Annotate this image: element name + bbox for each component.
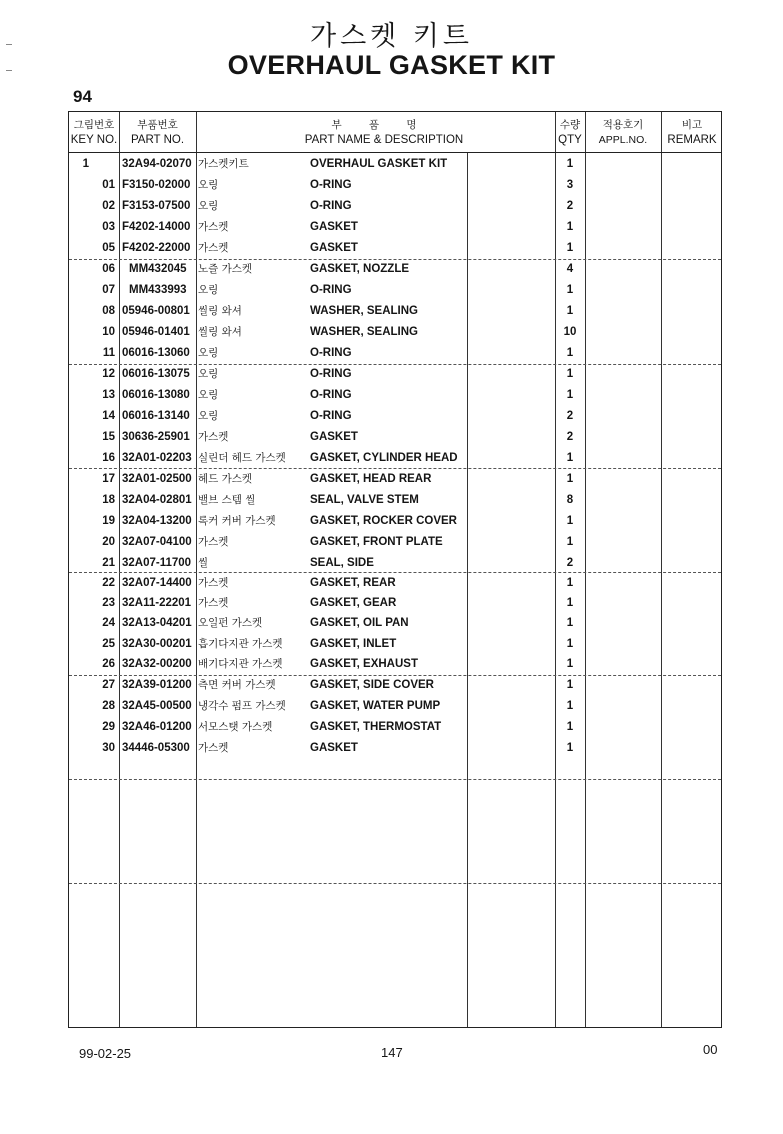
part-no: MM433993 (129, 284, 187, 296)
table-row (69, 654, 721, 674)
description: O-RING (310, 368, 352, 380)
table-row (69, 301, 721, 321)
part-name-ko: 냉각수 펌프 가스켓 (198, 700, 286, 712)
quantity: 1 (566, 742, 574, 754)
part-name-ko: 씰링 와셔 (198, 326, 242, 338)
key-no: 29 (102, 721, 115, 733)
part-name-ko: 오링 (198, 389, 219, 401)
key-no: 12 (102, 368, 115, 380)
part-no: 32A07-14400 (122, 577, 192, 589)
key-no: 07 (102, 284, 115, 296)
description: O-RING (310, 410, 352, 422)
table-row (69, 553, 721, 573)
quantity: 1 (566, 515, 574, 527)
description: SEAL, SIDE (310, 557, 374, 569)
description: GASKET, NOZZLE (310, 263, 410, 275)
quantity: 1 (566, 368, 574, 380)
key-no: 20 (102, 536, 115, 548)
key-no: 30 (102, 742, 115, 754)
quantity: 2 (566, 557, 574, 569)
part-no: 32A30-00201 (122, 638, 192, 650)
key-no: 13 (102, 389, 115, 401)
description: O-RING (310, 200, 352, 212)
description-header: PART NAME & DESCRIPTION (304, 134, 464, 146)
table-row (69, 280, 721, 300)
quantity: 1 (566, 597, 574, 609)
page-title: OVERHAUL GASKET KIT (227, 50, 556, 80)
description: O-RING (310, 179, 352, 191)
quantity: 1 (566, 284, 574, 296)
key-no: 23 (102, 597, 115, 609)
part-no: 06016-13075 (122, 368, 190, 380)
part-name-ko: 배기다지관 가스켓 (198, 658, 283, 670)
part-no: 32A11-22201 (122, 597, 192, 609)
quantity: 8 (566, 494, 574, 506)
parts-table (68, 111, 722, 1028)
part-name-ko: 밸브 스템 씰 (198, 494, 256, 506)
quantity: 2 (566, 431, 574, 443)
table-row (69, 217, 721, 237)
section-number: 94 (73, 87, 92, 106)
quantity: 1 (566, 473, 574, 485)
quantity: 1 (566, 221, 574, 233)
key-no: 01 (102, 179, 115, 191)
part-name-ko: 가스켓 (198, 577, 229, 589)
part-name-ko: 가스켓 (198, 431, 229, 443)
quantity: 1 (566, 700, 574, 712)
table-row (69, 238, 721, 258)
description: GASKET, THERMOSTAT (310, 721, 442, 733)
table-row (69, 490, 721, 510)
quantity: 1 (566, 679, 574, 691)
table-row (69, 175, 721, 195)
key-no: 15 (102, 431, 115, 443)
table-row (69, 717, 721, 737)
quantity: 10 (563, 326, 577, 338)
quantity: 1 (566, 305, 574, 317)
part-name-ko: 가스켓키트 (198, 158, 249, 170)
quantity: 1 (566, 658, 574, 670)
part-name-ko: 오링 (198, 368, 219, 380)
table-row (69, 448, 721, 468)
table-row (69, 573, 721, 593)
table-row (69, 634, 721, 654)
part-name-ko: 서모스탯 가스켓 (198, 721, 273, 733)
part-no: 32A07-04100 (122, 536, 192, 548)
part-no-header-ko: 부품번호 (137, 119, 178, 131)
part-no: 32A13-04201 (122, 617, 192, 629)
part-name-ko: 가스켓 (198, 536, 229, 548)
quantity: 1 (566, 721, 574, 733)
part-name-ko: 씰링 와셔 (198, 305, 242, 317)
part-name-ko: 오링 (198, 200, 219, 212)
key-no: 05 (102, 242, 115, 254)
part-no: 32A01-02203 (122, 452, 192, 464)
key-no: 27 (102, 679, 115, 691)
key-no: 03 (102, 221, 115, 233)
table-row (69, 343, 721, 363)
table-row (69, 322, 721, 342)
table-row (69, 469, 721, 489)
description: O-RING (310, 347, 352, 359)
part-name-ko: 가스켓 (198, 221, 229, 233)
description: GASKET, INLET (310, 638, 397, 650)
key-no: 11 (102, 347, 115, 359)
key-no: 24 (102, 617, 115, 629)
key-no: 17 (102, 473, 115, 485)
part-name-ko: 오링 (198, 284, 219, 296)
part-no: F3150-02000 (122, 179, 191, 191)
part-name-ko: 오링 (198, 347, 219, 359)
description: O-RING (310, 389, 352, 401)
part-no: F4202-14000 (122, 221, 191, 233)
description: GASKET (310, 242, 358, 254)
table-row (69, 511, 721, 531)
part-no-header: PART NO. (130, 134, 185, 146)
part-no: 34446-05300 (122, 742, 190, 754)
part-name-ko: 씰 (198, 557, 209, 569)
key-no: 19 (102, 515, 115, 527)
description: GASKET, REAR (310, 577, 396, 589)
part-name-ko: 노즐 가스켓 (198, 263, 253, 275)
key-no: 02 (102, 200, 115, 212)
quantity: 4 (566, 263, 574, 275)
key-no: 10 (102, 326, 115, 338)
quantity: 2 (566, 410, 574, 422)
description: GASKET (310, 742, 358, 754)
quantity: 1 (566, 577, 574, 589)
part-name-ko: 실린더 헤드 가스켓 (198, 452, 286, 464)
qty-header: QTY (558, 134, 582, 146)
table-row (69, 364, 721, 384)
description: GASKET (310, 431, 358, 443)
key-no: 08 (102, 305, 115, 317)
part-name-ko: 오일펀 가스켓 (198, 617, 263, 629)
description: GASKET, GEAR (310, 597, 397, 609)
description: GASKET, CYLINDER HEAD (310, 452, 458, 464)
quantity: 3 (566, 179, 574, 191)
key-no: 25 (102, 638, 115, 650)
table-row (69, 738, 721, 758)
quantity: 1 (566, 536, 574, 548)
part-name-ko: 가스켓 (198, 242, 229, 254)
part-no: F4202-22000 (122, 242, 191, 254)
part-no: 32A01-02500 (122, 473, 192, 485)
part-no: 32A04-02801 (122, 494, 192, 506)
part-no: 05946-01401 (122, 326, 190, 338)
quantity: 1 (566, 638, 574, 650)
key-header: KEY NO. (70, 134, 118, 146)
part-name-ko: 헤드 가스켓 (198, 473, 253, 485)
table-row (69, 613, 721, 633)
table-row (69, 675, 721, 695)
key-no: 22 (102, 577, 115, 589)
qty-header-ko: 수량 (559, 119, 581, 131)
part-no: 06016-13060 (122, 347, 190, 359)
description: GASKET, OIL PAN (310, 617, 409, 629)
description: WASHER, SEALING (310, 305, 418, 317)
description: GASKET (310, 221, 358, 233)
key-no: 14 (102, 410, 115, 422)
description: GASKET, EXHAUST (310, 658, 418, 670)
table-row (69, 196, 721, 216)
description: GASKET, SIDE COVER (310, 679, 434, 691)
description-header-ko: 부 품 명 (331, 119, 417, 131)
remark-header: REMARK (667, 134, 717, 146)
part-no: 32A07-11700 (122, 557, 192, 569)
quantity: 1 (566, 452, 574, 464)
description: GASKET, WATER PUMP (310, 700, 441, 712)
part-no: 32A32-00200 (122, 658, 192, 670)
part-no: 32A39-01200 (122, 679, 192, 691)
key-header-ko: 그림번호 (73, 119, 115, 131)
part-name-ko: 록커 커버 가스켓 (198, 515, 276, 527)
issue-date: 99-02-25 (79, 1046, 132, 1061)
part-no: 32A94-02070 (122, 158, 192, 170)
appl-header-ko: 적용호기 (602, 119, 644, 131)
part-no: 32A46-01200 (122, 721, 192, 733)
appl-header: APPL.NO. (598, 134, 648, 146)
part-no: 06016-13140 (122, 410, 190, 422)
table-row (69, 259, 721, 279)
table-row (69, 532, 721, 552)
key-no: 21 (102, 557, 115, 569)
part-name-ko: 오링 (198, 179, 219, 191)
description: WASHER, SEALING (310, 326, 418, 338)
part-name-ko: 가스켓 (198, 597, 229, 609)
table-row (69, 406, 721, 426)
key-no: 28 (102, 700, 115, 712)
part-no: 32A04-13200 (122, 515, 192, 527)
part-no: 30636-25901 (122, 431, 190, 443)
description: GASKET, ROCKER COVER (310, 515, 457, 527)
description: O-RING (310, 284, 352, 296)
quantity: 1 (566, 158, 574, 170)
table-row (69, 427, 721, 447)
key-no: 06 (102, 263, 115, 275)
description: GASKET, FRONT PLATE (310, 536, 443, 548)
quantity: 1 (566, 617, 574, 629)
table-row (69, 593, 721, 613)
table-row (69, 154, 721, 174)
part-no: F3153-07500 (122, 200, 191, 212)
key-no: 16 (102, 452, 115, 464)
table-row (69, 385, 721, 405)
quantity: 1 (566, 242, 574, 254)
description: OVERHAUL GASKET KIT (310, 158, 448, 170)
key-no: 1 (82, 158, 89, 170)
remark-header-ko: 비고 (681, 119, 703, 131)
part-no: 32A45-00500 (122, 700, 192, 712)
quantity: 1 (566, 347, 574, 359)
key-no: 26 (102, 658, 115, 670)
table-row (69, 696, 721, 716)
quantity: 2 (566, 200, 574, 212)
key-no: 18 (102, 494, 115, 506)
page-title-korean: 가스켓 키트 (310, 21, 473, 52)
part-name-ko: 흡기다지관 가스켓 (198, 638, 283, 650)
part-no: 06016-13080 (122, 389, 190, 401)
revision-number: 00 (703, 1042, 718, 1057)
quantity: 1 (566, 389, 574, 401)
description: SEAL, VALVE STEM (310, 494, 419, 506)
part-name-ko: 측면 커버 가스켓 (198, 679, 276, 691)
part-no: MM432045 (129, 263, 187, 275)
page-number: 147 (381, 1045, 403, 1060)
part-no: 05946-00801 (122, 305, 190, 317)
description: GASKET, HEAD REAR (310, 473, 432, 485)
part-name-ko: 오링 (198, 410, 219, 422)
part-name-ko: 가스켓 (198, 742, 229, 754)
